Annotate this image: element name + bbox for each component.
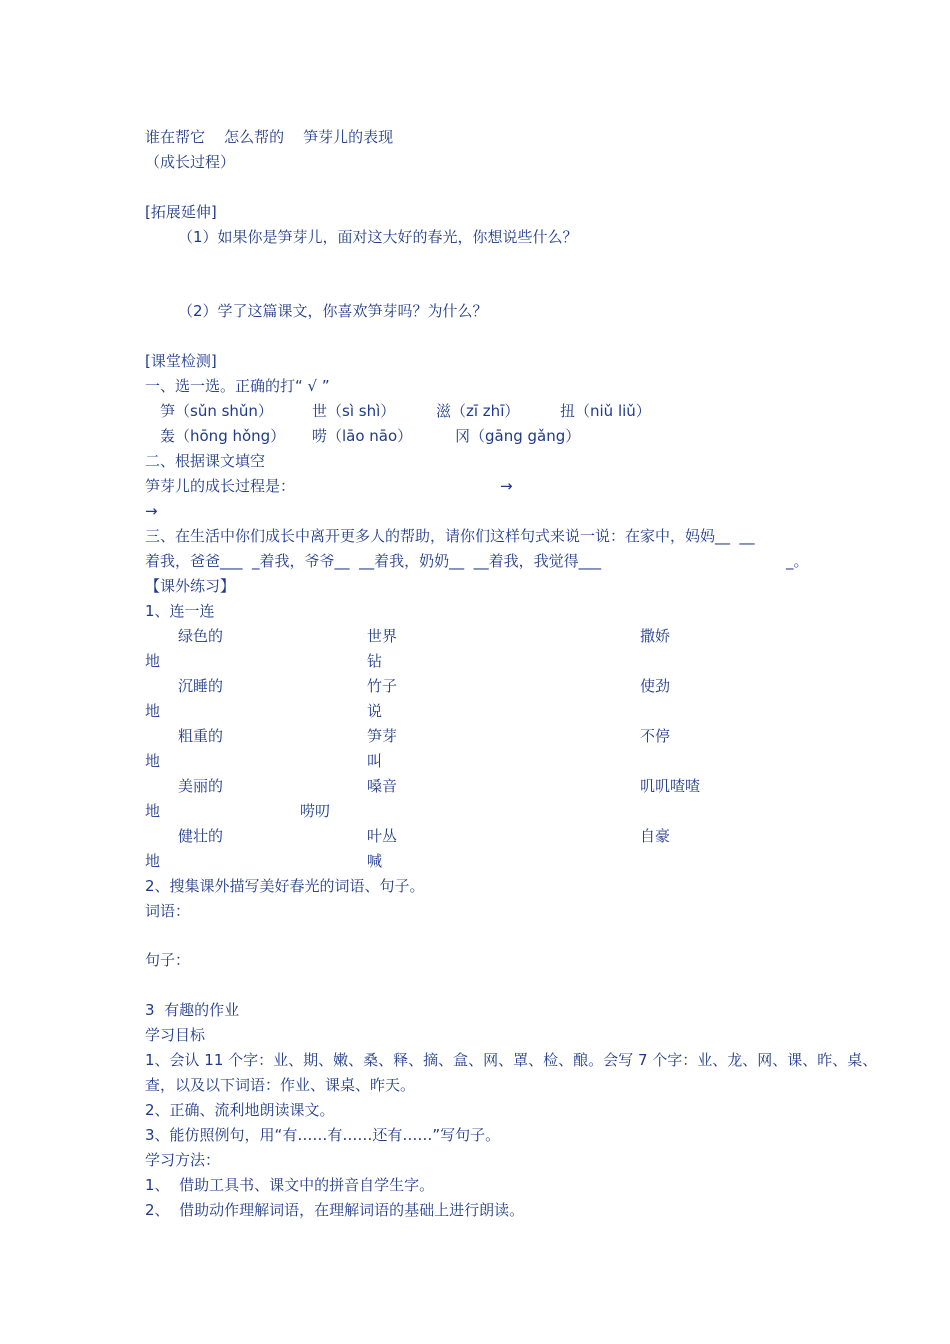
goal-2: 2、正确、流利地朗读课文。: [145, 1101, 335, 1119]
match-noun: 叶丛: [367, 827, 398, 845]
method-2: 2、 借助动作理解词语，在理解词语的基础上进行朗读。: [145, 1201, 525, 1219]
lesson-title: 3 有趣的作业: [145, 1001, 240, 1019]
match-adverb: 自豪: [640, 827, 671, 845]
match-adjective: 粗重的: [178, 727, 224, 745]
goal-title: 学习目标: [145, 1026, 206, 1044]
goal-1: 1、会认 11 个字：业、期、嫩、桑、释、摘、盒、网、罩、检、酿。会写 7 个字：业、龙、网、课、昨、桌、: [145, 1051, 878, 1069]
match-di: 地: [145, 752, 161, 770]
blank-end: _。: [786, 552, 809, 570]
growth-process-line: 笋芽儿的成长过程是：: [145, 477, 296, 495]
extend-title: [拓展延伸]: [145, 203, 217, 221]
arrow: →: [500, 477, 513, 495]
match-verb: 叫: [367, 752, 383, 770]
match-adverb: 不停: [640, 727, 671, 745]
practice-title: 【课外练习】: [145, 577, 236, 595]
pinyin-choice: 世（sì shì）: [312, 402, 396, 420]
pinyin-choice: 笋（sǔn shǔn）: [160, 402, 273, 420]
match-adjective: 沉睡的: [178, 677, 224, 695]
goal-1-cont: 查，以及以下词语：作业、课桌、昨天。: [145, 1076, 416, 1094]
pinyin-choice: 轰（hōng hǒng）: [160, 427, 286, 445]
practice-question-2: 2、搜集课外描写美好春光的词语、句子。: [145, 877, 425, 895]
pinyin-choice: 唠（lāo nāo）: [312, 427, 413, 445]
extend-question-2: （2）学了这篇课文，你喜欢笋芽吗？为什么？: [178, 302, 488, 320]
pinyin-choice: 滋（zī zhī）: [436, 402, 520, 420]
test-section-2: 二、根据课文填空: [145, 452, 266, 470]
match-noun: 世界: [367, 627, 398, 645]
match-noun: 嗓音: [367, 777, 398, 795]
method-title: 学习方法：: [145, 1151, 221, 1169]
method-1: 1、 借助工具书、课文中的拼音自学生字。: [145, 1176, 435, 1194]
extend-question-1: （1）如果你是笋芽儿，面对这大好的春光，你想说些什么？: [178, 228, 578, 246]
match-di: 地: [145, 652, 161, 670]
test-section-1: 一、选一选。正确的打“ √ ”: [145, 377, 330, 395]
pinyin-choice: 冈（gāng gǎng）: [455, 427, 581, 445]
match-verb: 钻: [367, 652, 383, 670]
match-adverb: 使劲: [640, 677, 671, 695]
arrow: →: [145, 502, 158, 520]
growth-process-label: （成长过程）: [145, 153, 236, 171]
test-section-3-cont: 着我，爸爸___ _着我，爷爷__ __着我，奶奶__ __着我，我觉得___: [145, 552, 602, 570]
test-section-3: 三、在生活中你们成长中离开更多人的帮助，请你们这样句式来说一说：在家中，妈妈__ __: [145, 527, 755, 545]
table-headers: 谁在帮它 怎么帮的 笋芽儿的表现: [145, 128, 394, 146]
match-di: 地: [145, 802, 161, 820]
test-title: [课堂检测]: [145, 352, 217, 370]
match-di: 地: [145, 852, 161, 870]
practice-question-1: 1、连一连: [145, 602, 215, 620]
match-verb: 说: [367, 702, 383, 720]
match-verb: 喊: [367, 852, 383, 870]
sentences-label: 句子：: [145, 951, 191, 969]
match-adjective: 健壮的: [178, 827, 224, 845]
match-di: 地: [145, 702, 161, 720]
match-noun: 竹子: [367, 677, 398, 695]
match-adjective: 美丽的: [178, 777, 224, 795]
match-adjective: 绿色的: [178, 627, 224, 645]
words-label: 词语：: [145, 902, 191, 920]
match-verb: 唠叨: [300, 802, 331, 820]
pinyin-choice: 扭（niǔ liǔ）: [560, 402, 651, 420]
goal-3: 3、能仿照例句，用“有……有……还有……”写句子。: [145, 1126, 501, 1144]
match-adverb: 叽叽喳喳: [640, 777, 701, 795]
match-adverb: 撒娇: [640, 627, 671, 645]
match-noun: 笋芽: [367, 727, 398, 745]
